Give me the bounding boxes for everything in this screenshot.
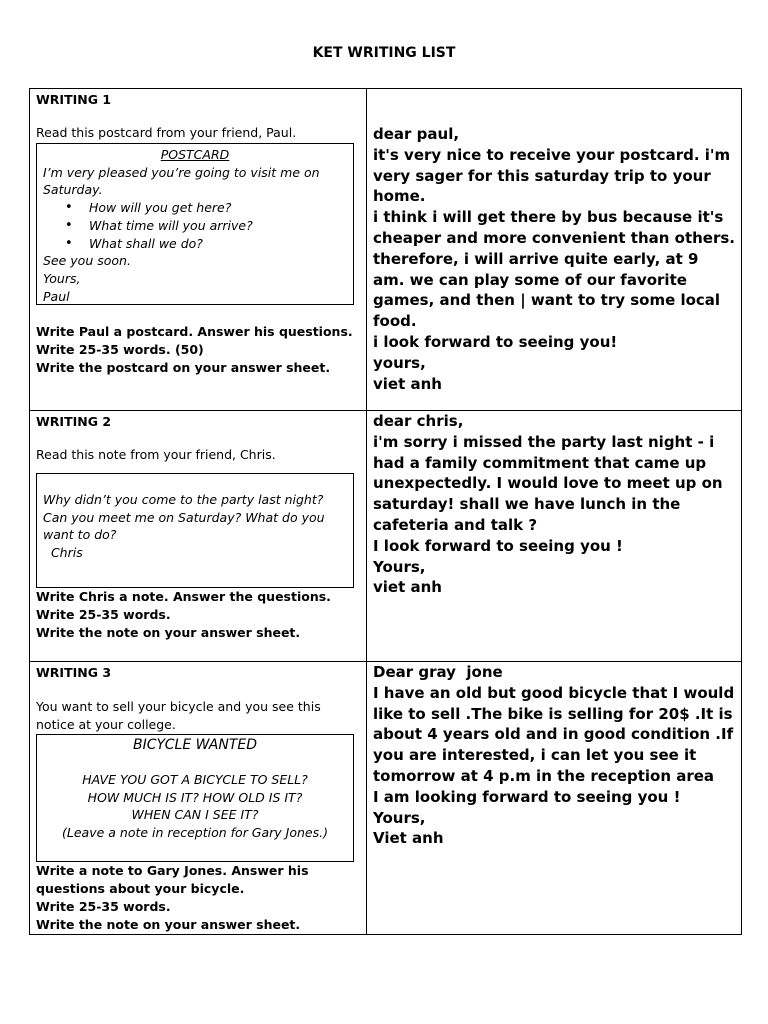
notice-text: (Leave a note in reception for Gary Jones.): [62, 825, 328, 841]
writing-1-answer-cell: [367, 89, 742, 411]
writing-3-row: [30, 662, 742, 935]
answer-line: Yours,: [373, 808, 426, 827]
writing-table: [29, 88, 742, 935]
answer-line: Yours,: [373, 557, 426, 576]
answer-line: viet anh: [373, 374, 442, 393]
postcard-closing: Yours,: [43, 270, 81, 286]
answer-line: i'm sorry i missed the party last night - i had a family commitment that came up unexpectedly. I would love to meet up on saturday! shall we have lunch in the cafeteria and talk ?: [373, 432, 723, 534]
note-text: Why didn’t you come to the party last night?: [43, 492, 324, 507]
writing-1-answer: [367, 89, 741, 394]
writing-3-instruction: Write the note on your answer sheet.: [36, 917, 301, 932]
note-box: [36, 473, 354, 588]
answer-line: viet anh: [373, 578, 442, 597]
postcard-questions: [43, 199, 347, 252]
postcard-title: POSTCARD: [160, 147, 230, 162]
writing-1-heading: WRITING 1: [36, 92, 112, 107]
postcard-box: [36, 143, 354, 305]
writing-1-task-cell: [30, 89, 367, 411]
writing-1-instruction: Write 25-35 words. (50): [36, 342, 204, 357]
notice-box: [36, 734, 354, 862]
answer-line: it's very nice to receive your postcard. i'm very sager for this saturday trip to your home.: [373, 145, 731, 206]
writing-2-instruction: Write 25-35 words.: [36, 607, 171, 622]
writing-2-heading: WRITING 2: [36, 414, 112, 429]
answer-line: Dear gray jone: [373, 663, 503, 681]
answer-line: yours,: [373, 353, 426, 372]
writing-3-intro: You want to sell your bicycle and you see this notice at your college.: [36, 699, 321, 732]
writing-3-heading: WRITING 3: [36, 665, 112, 680]
writing-2-intro: Read this note from your friend, Chris.: [36, 447, 276, 462]
writing-2-answer-cell: [367, 411, 742, 662]
notice-title: BICYCLE WANTED: [132, 737, 258, 753]
writing-1-instruction: Write the postcard on your answer sheet.: [36, 360, 331, 375]
notice-text: HOW MUCH IS IT? HOW OLD IS IT?: [87, 789, 303, 805]
writing-2-answer: [367, 411, 741, 598]
writing-2-task-cell: [30, 411, 367, 662]
note-text: Can you meet me on Saturday? What do you want to do?: [43, 509, 325, 543]
writing-2-instruction: Write the note on your answer sheet.: [36, 625, 301, 640]
postcard-question: • What shall we do?: [89, 235, 347, 253]
writing-3-instruction: Write 25-35 words.: [36, 899, 171, 914]
answer-line: Viet anh: [373, 829, 444, 848]
note-signature: Chris: [43, 545, 83, 561]
answer-line: I have an old but good bicycle that I would like to sell .The bike is selling for 20$ .It is about 4 years old and in good condition .If you are interested, i can let you see it tomorrow at 4 p.m in the reception area: [373, 683, 735, 785]
writing-3-answer-cell: [367, 662, 742, 935]
writing-1-instruction: Write Paul a postcard. Answer his questions.: [36, 324, 353, 339]
writing-2-row: [30, 411, 742, 662]
answer-line: i look forward to seeing you!: [373, 332, 618, 351]
notice-text: WHEN CAN I SEE IT?: [131, 807, 259, 823]
postcard-text: I’m very pleased you’re going to visit me on Saturday.: [43, 164, 320, 198]
postcard-closing: See you soon.: [43, 253, 131, 269]
postcard-question: • What time will you arrive?: [89, 217, 347, 235]
answer-line: I look forward to seeing you !: [373, 536, 623, 555]
writing-3-task-cell: [30, 662, 367, 935]
postcard-signature: Paul: [43, 288, 70, 304]
answer-line: dear chris,: [373, 412, 464, 430]
answer-line: i think i will get there by bus because it's cheaper and more convenient than others. therefore, i will arrive quite early, at 9 am. we can play some of our favorite games, and then | want to try some local food.: [373, 208, 735, 331]
notice-text: HAVE YOU GOT A BICYCLE TO SELL?: [82, 772, 308, 787]
answer-line: I am looking forward to seeing you !: [373, 787, 681, 806]
writing-3-instruction: Write a note to Gary Jones. Answer his questions about your bicycle.: [36, 863, 309, 896]
writing-1-row: [30, 89, 742, 411]
postcard-question: • How will you get here?: [89, 199, 347, 217]
writing-3-answer: [367, 662, 741, 849]
writing-1-intro: Read this postcard from your friend, Paul.: [36, 125, 297, 140]
page-title: KET WRITING LIST: [312, 45, 456, 61]
answer-line: dear paul,: [373, 125, 460, 143]
writing-2-instruction: Write Chris a note. Answer the questions.: [36, 589, 331, 604]
